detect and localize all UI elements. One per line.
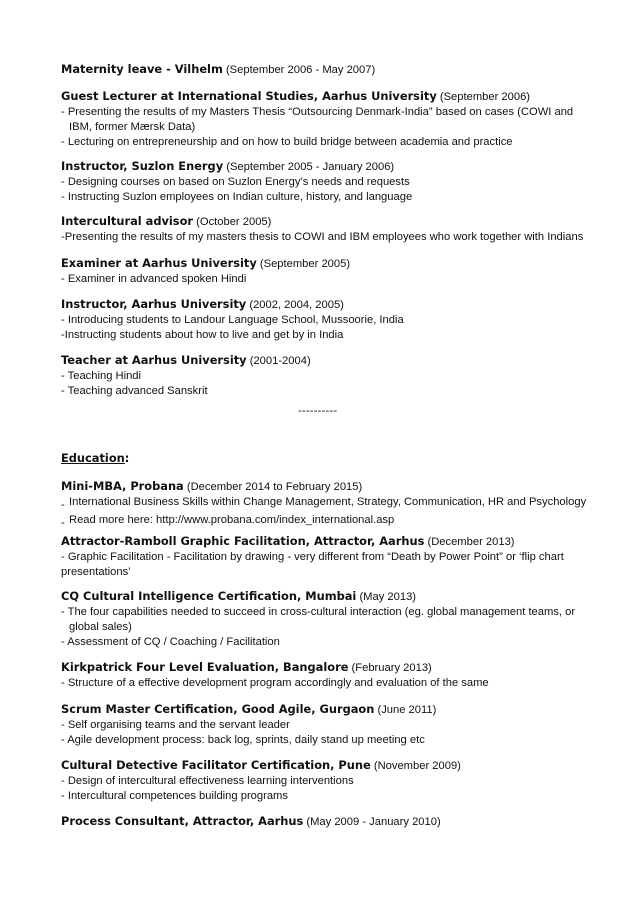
experience-entry: [61, 214, 584, 245]
education-entry: [61, 702, 581, 748]
entry-bullet: International Business Skills within Change Management, Strategy, Communication, HR and Psychology: [69, 496, 587, 508]
entry-line: presentations’: [61, 566, 131, 578]
entry-line: - The four capabilities needed to succeed in cross-cultural interaction (eg. global management teams, or: [61, 606, 576, 618]
experience-entry: [61, 62, 581, 78]
education-entry: [61, 758, 581, 804]
entry-title: Attractor-Ramboll Graphic Facilitation, Attractor, Aarhus: [61, 534, 425, 548]
entry-date: (September 2006 - May 2007): [225, 64, 376, 76]
entry-date: (February 2013): [351, 662, 432, 674]
section-separator: ----------: [298, 405, 338, 417]
entry-line: - Intercultural competences building programs: [61, 790, 288, 802]
entry-title: Guest Lecturer at International Studies, Aarhus University: [61, 89, 437, 103]
entry-title: Process Consultant, Attractor, Aarhus: [61, 814, 304, 828]
education-entry: [61, 479, 587, 531]
entry-line: - Graphic Facilitation - Facilitation by drawing - very different from “Death by Power Point” or ‘flip chart: [61, 551, 564, 563]
entry-title: Instructor, Aarhus University: [61, 297, 247, 311]
education-heading-colon: :: [124, 451, 130, 465]
entry-title: CQ Cultural Intelligence Certification, Mumbai: [61, 589, 357, 603]
entry-title: Cultural Detective Facilitator Certification, Pune: [61, 758, 371, 772]
entry-date: (December 2013): [427, 536, 515, 548]
dash-bullet-icon: -: [61, 499, 65, 511]
entry-title: Scrum Master Certification, Good Agile, Gurgaon: [61, 702, 375, 716]
entry-title: Intercultural advisor: [61, 214, 194, 228]
entry-date: (May 2009 - January 2010): [306, 816, 441, 828]
entry-date: (October 2005): [196, 216, 272, 228]
experience-entry: [61, 256, 581, 287]
entry-line: - Instructing Suzlon employees on Indian culture, history, and language: [61, 191, 413, 203]
entry-line: - Lecturing on entrepreneurship and on how to build bridge between academia and practice: [61, 136, 513, 148]
entry-line: - Teaching Hindi: [61, 370, 142, 382]
education-heading: [61, 451, 129, 466]
entry-line: - Self organising teams and the servant leader: [61, 719, 290, 731]
entry-line: - Teaching advanced Sanskrit: [61, 385, 208, 397]
entry-date: (2002, 2004, 2005): [249, 299, 344, 311]
education-heading-text: Education: [61, 451, 125, 465]
entry-date: (June 2011): [377, 704, 437, 716]
entry-line: - Assessment of CQ / Coaching / Facilitation: [61, 636, 280, 648]
entry-date: (September 2005 - January 2006): [226, 161, 395, 173]
entry-title: Instructor, Suzlon Energy: [61, 159, 224, 173]
entry-line: - Structure of a effective development program accordingly and evaluation of the same: [61, 677, 489, 689]
education-entry: [61, 534, 581, 580]
entry-title: Maternity leave - Vilhelm: [61, 62, 223, 76]
entry-line: global sales): [69, 621, 132, 633]
entry-title: Kirkpatrick Four Level Evaluation, Bangalore: [61, 660, 349, 674]
education-entry: [61, 660, 581, 691]
entry-title: Mini-MBA, Probana: [61, 479, 184, 493]
entry-bullet: Read more here: http://www.probana.com/index_international.asp: [69, 514, 395, 526]
entry-line: - Design of intercultural effectiveness learning interventions: [61, 775, 354, 787]
entry-date: (May 2013): [359, 591, 417, 603]
entry-date: (November 2009): [373, 760, 461, 772]
entry-date: (December 2014 to February 2015): [186, 481, 363, 493]
entry-line: - Examiner in advanced spoken Hindi: [61, 273, 247, 285]
experience-entry: [61, 297, 581, 343]
experience-entry: [61, 353, 581, 399]
entry-title: Examiner at Aarhus University: [61, 256, 257, 270]
entry-line: - Designing courses on based on Suzlon Energy’s needs and requests: [61, 176, 410, 188]
entry-line: -Presenting the results of my masters thesis to COWI and IBM employees who work together with Indians: [61, 231, 584, 243]
entry-date: (2001-2004): [249, 355, 311, 367]
entry-line: - Presenting the results of my Masters Thesis “Outsourcing Denmark-India” based on cases (COWI and: [61, 106, 574, 118]
experience-entry: [61, 89, 581, 150]
entry-date: (September 2005): [259, 258, 351, 270]
entry-title: Teacher at Aarhus University: [61, 353, 247, 367]
entry-date: (September 2006): [439, 91, 531, 103]
experience-entry: [61, 159, 581, 205]
education-entry: [61, 589, 581, 650]
entry-line: -Instructing students about how to live and get by in India: [61, 329, 344, 341]
education-entry: [61, 814, 581, 830]
entry-line: IBM, former Mærsk Data): [69, 121, 196, 133]
dash-bullet-icon: -: [61, 517, 65, 529]
entry-line: - Agile development process: back log, sprints, daily stand up meeting etc: [61, 734, 425, 746]
entry-line: - Introducing students to Landour Language School, Mussoorie, India: [61, 314, 404, 326]
